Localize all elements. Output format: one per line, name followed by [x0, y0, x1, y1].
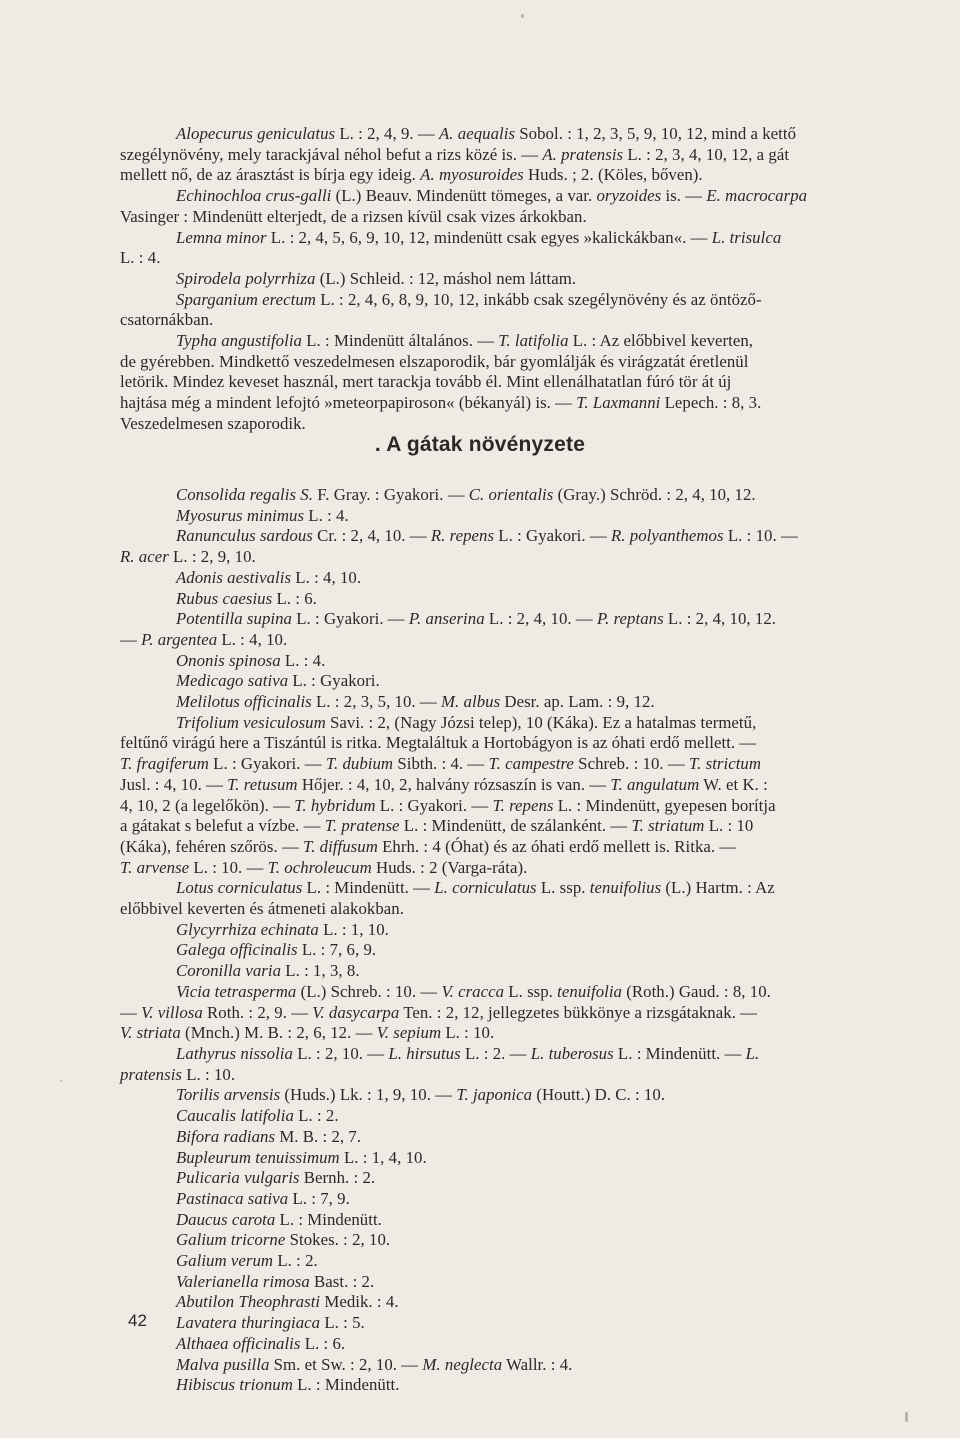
text-run: Roth. : 2, 9. — [202, 1002, 313, 1022]
text-run: de gyérebben. Mindkettő veszedelmesen elszaporodik, bár gyomlálják és virágzatát éretlenül [120, 351, 749, 371]
text-run: L. : 10. — [723, 526, 798, 546]
text-line [120, 878, 920, 899]
text-line [120, 1355, 920, 1376]
taxon-name: Myosurus minimus [176, 505, 305, 525]
text-run: Ten. : 2, 12, jellegzetes bükkönye a rizsgátaknak. — [399, 1002, 757, 1022]
text-run: L. : 4, 10. [291, 567, 362, 587]
text-run: L. : 10. [441, 1023, 495, 1043]
text-line [120, 1313, 920, 1334]
text-run: Huds. : 2 (Varga-ráta). [371, 857, 528, 877]
text-line [120, 1168, 920, 1189]
text-run: Sobol. : 1, 2, 3, 5, 9, 10, 12, mind a kettő [515, 124, 797, 143]
text-run: Wallr. : 4. [502, 1354, 573, 1374]
text-run: L. : Mindenütt, gyepesen borítja [553, 795, 776, 815]
taxon-name: Daucus carota [176, 1209, 276, 1229]
text-run: L. : 2, 4, 9. — [335, 124, 439, 143]
taxon-name: Ranunculus sardous [176, 526, 313, 546]
text-line [120, 414, 920, 435]
text-line [120, 713, 920, 734]
text-line [120, 506, 920, 527]
taxon-name: T. arvense [120, 857, 190, 877]
text-line [120, 1334, 920, 1355]
text-run: csatornákban. [120, 310, 214, 330]
text-block-top [120, 124, 920, 435]
text-run: L. : 2, 9, 10. [168, 547, 256, 567]
text-run: (L.) Beauv. Mindenütt tömeges, a var. [331, 186, 597, 206]
text-run: (Gray.) Schröd. : 2, 4, 10, 12. [553, 485, 756, 504]
text-line [120, 1023, 920, 1044]
text-line [120, 982, 920, 1003]
text-run: L. : 4. [120, 248, 161, 268]
text-line [120, 940, 920, 961]
text-run: L. : 6. [300, 1333, 346, 1353]
taxon-name: Coronilla varia [176, 961, 282, 981]
taxon-name: Glycyrrhiza echinata [176, 919, 319, 939]
text-line [120, 858, 920, 879]
taxon-name: Medicago sativa [176, 671, 289, 691]
taxon-name: T. ochroleucum [267, 857, 372, 877]
text-line [120, 1148, 920, 1169]
text-run: letörik. Mindez keveset használ, mert tarackja tovább él. Mint ellenálhatatlan fúró tör át új [120, 372, 732, 392]
text-run: L. ssp. [536, 878, 590, 898]
text-run: (Mnch.) M. B. : 2, 6, 12. — [180, 1023, 377, 1043]
text-run: Veszedelmesen szaporodik. [120, 413, 306, 433]
taxon-name: tenuifolius [589, 878, 662, 898]
taxon-name: Trifolium vesiculosum [176, 712, 326, 732]
text-run: L. : 10. — [189, 857, 268, 877]
taxon-name: Spirodela polyrrhiza [176, 268, 316, 288]
taxon-name: V. sepium [376, 1023, 442, 1043]
text-line [120, 526, 920, 547]
taxon-name: A. pratensis [542, 144, 624, 164]
text-line [120, 775, 920, 796]
text-line [120, 269, 920, 290]
text-run: L. : 4. [304, 505, 349, 525]
taxon-name: A. myosuroides [420, 165, 524, 185]
text-line [120, 651, 920, 672]
text-line [120, 961, 920, 982]
text-run: (Houtt.) D. C. : 10. [532, 1085, 666, 1105]
text-run: L. : Gyakori. — [208, 754, 326, 774]
taxon-name: Alopecurus geniculatus [176, 124, 336, 143]
text-run: Jusl. : 4, 10. — [120, 774, 228, 794]
text-line [120, 1085, 920, 1106]
taxon-name: Lathyrus nissolia [176, 1043, 293, 1063]
text-run: L. : 2. [293, 1106, 339, 1126]
text-line [120, 796, 920, 817]
text-line [120, 228, 920, 249]
text-run: (Káka), fehéren szőrös. — [120, 836, 304, 856]
text-run: hajtása még a mindent lefojtó »meteorpapiroson« (békanyál) is. — [120, 393, 577, 413]
text-run: L. : Mindenütt. — [302, 878, 435, 898]
taxon-name: Lotus corniculatus [176, 878, 303, 898]
text-run: Ehrh. : 4 (Óhat) és az óhati erdő mellett is. Ritka. — [377, 836, 737, 856]
text-run: Cr. : 2, 4, 10. — [312, 526, 431, 546]
taxon-name: L. tuberosus [530, 1043, 614, 1063]
text-run: L. : 1, 10. [318, 919, 389, 939]
taxon-name: pratensis [120, 1064, 182, 1084]
taxon-name: Hibiscus trionum [176, 1375, 293, 1395]
text-line [120, 165, 920, 186]
taxon-name: E. macrocarpa [706, 186, 808, 206]
text-line [120, 207, 920, 228]
taxon-name: V. cracca [441, 981, 505, 1001]
taxon-name: V. dasycarpa [312, 1002, 400, 1022]
text-run: Sm. et Sw. : 2, 10. — [269, 1354, 423, 1374]
text-run: L. : 2, 4, 6, 8, 9, 10, 12, inkább csak szegélynövény és az öntöző- [315, 289, 762, 309]
taxon-name: T. campestre [488, 754, 574, 774]
taxon-name: T. diffusum [303, 836, 378, 856]
text-line [120, 1272, 920, 1293]
text-line [120, 485, 920, 506]
taxon-name: Bupleurum tenuissimum [176, 1147, 340, 1167]
text-run: (L.) Schreb. : 10. — [296, 981, 442, 1001]
print-speck [905, 1412, 908, 1422]
taxon-name: Caucalis latifolia [176, 1106, 294, 1126]
text-line [120, 630, 920, 651]
taxon-name: T. latifolia [498, 331, 569, 351]
text-run: mellett nő, de az árasztást is bírja egy ideig. [120, 165, 421, 185]
text-run: (Huds.) Lk. : 1, 9, 10. — [280, 1085, 457, 1105]
text-run: (L.) Schleid. : 12, máshol nem láttam. [315, 268, 577, 288]
taxon-name: T. angulatum [610, 774, 700, 794]
text-line [120, 899, 920, 920]
text-run: M. B. : 2, 7. [275, 1126, 362, 1146]
taxon-name: Potentilla supina [176, 609, 292, 629]
taxon-name: T. strictum [688, 754, 762, 774]
taxon-name: M. neglecta [422, 1354, 503, 1374]
taxon-name: R. repens [430, 526, 495, 546]
taxon-name: T. pratense [324, 816, 400, 836]
taxon-name: Adonis aestivalis [176, 567, 292, 587]
text-run: L. : 4. [280, 650, 326, 670]
taxon-name: Abutilon Theophrasti [176, 1292, 321, 1312]
section-heading: . A gátak növényzete [374, 433, 586, 456]
text-run: L. ssp. [504, 981, 558, 1001]
taxon-name: Echinochloa crus-galli [176, 186, 332, 206]
taxon-name: Lemna minor [176, 227, 267, 247]
text-line [120, 1106, 920, 1127]
taxon-name: Pulicaria vulgaris [176, 1168, 300, 1188]
text-run: L. : Gyakori. [288, 671, 380, 691]
text-run: Stokes. : 2, 10. [285, 1230, 391, 1250]
taxon-name: Rubus caesius [176, 588, 273, 608]
text-run: Savi. : 2, (Nagy Józsi telep), 10 (Káka). Ez a hatalmas termetű, [325, 712, 757, 732]
taxon-name: P. anserina [408, 609, 485, 629]
text-line [120, 692, 920, 713]
text-run: feltűnő virágú here a Tiszántúl is ritka. Megtaláltuk a Hortobágyon is az óhati erdő mellett. — [120, 733, 757, 753]
text-line [120, 1292, 920, 1313]
text-run: L. : 10. [182, 1064, 236, 1084]
text-line [120, 310, 920, 331]
text-run: W. et K. : [699, 774, 768, 794]
taxon-name: V. striata [120, 1023, 181, 1043]
taxon-name: Bifora radians [176, 1126, 276, 1146]
text-run: Desr. ap. Lam. : 9, 12. [500, 692, 655, 712]
text-line [120, 393, 920, 414]
text-line [120, 1189, 920, 1210]
text-line [120, 1230, 920, 1251]
taxon-name: T. retusum [227, 774, 298, 794]
taxon-name: T. striatum [631, 816, 705, 836]
text-run: L. : 5. [320, 1313, 365, 1333]
taxon-name: T. hybridum [294, 795, 376, 815]
taxon-name: R. polyanthemos [610, 526, 724, 546]
text-run: (L.) Hartm. : Az [661, 878, 775, 898]
text-run: L. : Gyakori. — [375, 795, 493, 815]
taxon-name: Melilotus officinalis [176, 692, 312, 712]
text-line [120, 920, 920, 941]
text-block-gatak [120, 485, 920, 1396]
text-run: L. : 2, 4, 5, 6, 9, 10, 12, mindenütt csak egyes »kalickákban«. — [266, 227, 712, 247]
text-line [120, 1251, 920, 1272]
taxon-name: Pastinaca sativa [176, 1188, 289, 1208]
text-run: Bernh. : 2. [299, 1168, 376, 1188]
taxon-name: Ononis spinosa [176, 650, 281, 670]
text-line [120, 290, 920, 311]
text-run: L. : 2, 4, 10, 12. [663, 609, 777, 629]
taxon-name: Consolida regalis S. [176, 485, 313, 504]
text-run: L. : Mindenütt, de szálanként. — [399, 816, 632, 836]
text-run: (Roth.) Gaud. : 8, 10. [622, 981, 771, 1001]
text-run: Huds. ; 2. (Köles, bőven). [523, 165, 703, 185]
text-run: L. : Az előbbivel keverten, [568, 331, 754, 351]
text-run: L. : 2. [273, 1251, 318, 1271]
text-line [120, 671, 920, 692]
taxon-name: T. Laxmanni [576, 393, 661, 413]
taxon-name: T. japonica [456, 1085, 533, 1105]
text-run: L. : Gyakori. — [291, 609, 409, 629]
text-run: L. : 7, 9. [288, 1188, 350, 1208]
taxon-name: Vicia tetrasperma [176, 981, 297, 1001]
text-run: Hőjer. : 4, 10, 2, halvány rózsaszín is van. — [297, 774, 611, 794]
text-line [120, 1044, 920, 1065]
text-run: Medik. : 4. [320, 1292, 399, 1312]
print-speck [521, 14, 524, 18]
text-run: előbbivel keverten és átmeneti alakokban. [120, 899, 404, 919]
taxon-name: C. orientalis [468, 485, 554, 504]
taxon-name: A. aequalis [438, 124, 516, 143]
text-line [120, 568, 920, 589]
text-run: Bast. : 2. [309, 1271, 375, 1291]
text-run: L. : 7, 6, 9. [297, 940, 377, 960]
text-run: L. : 2, 10. — [292, 1043, 389, 1063]
text-line [120, 1065, 920, 1086]
text-line [120, 248, 920, 269]
taxon-name: Sparganium erectum [176, 289, 316, 309]
text-run: L. : Mindenütt általános. — [302, 331, 499, 351]
taxon-name: T. fragiferum [120, 754, 209, 774]
text-run: L. : 1, 3, 8. [281, 961, 360, 981]
taxon-name: M. albus [441, 692, 501, 712]
text-line [120, 145, 920, 166]
text-line [120, 372, 920, 393]
taxon-name: L. hirsutus [388, 1043, 461, 1063]
taxon-name: L. [745, 1043, 760, 1063]
taxon-name: T. dubium [325, 754, 394, 774]
text-run: is. — [661, 186, 707, 206]
text-line [120, 754, 920, 775]
text-line [120, 589, 920, 610]
text-run: F. Gray. : Gyakori. — [312, 485, 469, 504]
text-line [120, 352, 920, 373]
taxon-name: Galega officinalis [176, 940, 298, 960]
text-run: Schreb. : 10. — [573, 754, 689, 774]
text-line [120, 1210, 920, 1231]
taxon-name: R. acer [120, 547, 169, 567]
text-line [120, 837, 920, 858]
text-run: L. : 2, 3, 5, 10. — [311, 692, 442, 712]
text-line [120, 816, 920, 837]
text-line [120, 124, 920, 145]
text-run: L. : 1, 4, 10. [339, 1147, 427, 1167]
text-line [120, 1003, 920, 1024]
text-run: L. : Mindenütt. — [613, 1043, 746, 1063]
text-run: L. : 6. [272, 588, 317, 608]
text-line [120, 331, 920, 352]
taxon-name: L. corniculatus [434, 878, 537, 898]
taxon-name: Valerianella rimosa [176, 1271, 310, 1291]
text-run: L. : Gyakori. — [494, 526, 611, 546]
taxon-name: Malva pusilla [176, 1354, 270, 1374]
text-run: szegélynövény, mely tarackjával néhol befut a rizs közé is. — [120, 144, 543, 164]
text-run: L. : Mindenütt. [275, 1209, 382, 1229]
text-line [120, 609, 920, 630]
page-number: 42 [128, 1311, 147, 1330]
text-run: — [120, 629, 142, 649]
text-run: L. : 10 [704, 816, 754, 836]
text-run: Vasinger : Mindenütt elterjedt, de a rizsen kívül csak vizes árkokban. [120, 206, 587, 226]
text-run: L. : 2, 3, 4, 10, 12, a gát [623, 144, 790, 164]
taxon-name: Galium verum [176, 1251, 274, 1271]
text-run: Sibth. : 4. — [393, 754, 489, 774]
text-run: — [120, 1002, 142, 1022]
taxon-name: Torilis arvensis [176, 1085, 281, 1105]
taxon-name: Lavatera thuringiaca [176, 1313, 321, 1333]
text-run: L. : 4, 10. [217, 629, 288, 649]
text-line [120, 1375, 920, 1396]
text-run: 4, 10, 2 (a legelőkön). — [120, 795, 295, 815]
taxon-name: tenuifolia [557, 981, 622, 1001]
taxon-name: Typha angustifolia [176, 331, 302, 351]
text-run: L. : 2. — [460, 1043, 531, 1063]
text-run: a gátakat s belefut a vízbe. — [120, 816, 325, 836]
taxon-name: P. argentea [141, 629, 218, 649]
taxon-name: T. repens [492, 795, 554, 815]
taxon-name: V. villosa [141, 1002, 203, 1022]
text-line [120, 733, 920, 754]
taxon-name: Althaea officinalis [176, 1333, 301, 1353]
text-run: Lepech. : 8, 3. [660, 393, 762, 413]
text-run: L. : 2, 4, 10. — [484, 609, 597, 629]
taxon-name: L. trisulca [711, 227, 782, 247]
text-run: L. : Mindenütt. [292, 1375, 400, 1395]
taxon-name: oryzoides [596, 186, 662, 206]
text-line [120, 186, 920, 207]
print-speck [60, 1080, 62, 1082]
taxon-name: Galium tricorne [176, 1230, 286, 1250]
taxon-name: P. reptans [596, 609, 664, 629]
text-line [120, 547, 920, 568]
text-line [120, 1127, 920, 1148]
